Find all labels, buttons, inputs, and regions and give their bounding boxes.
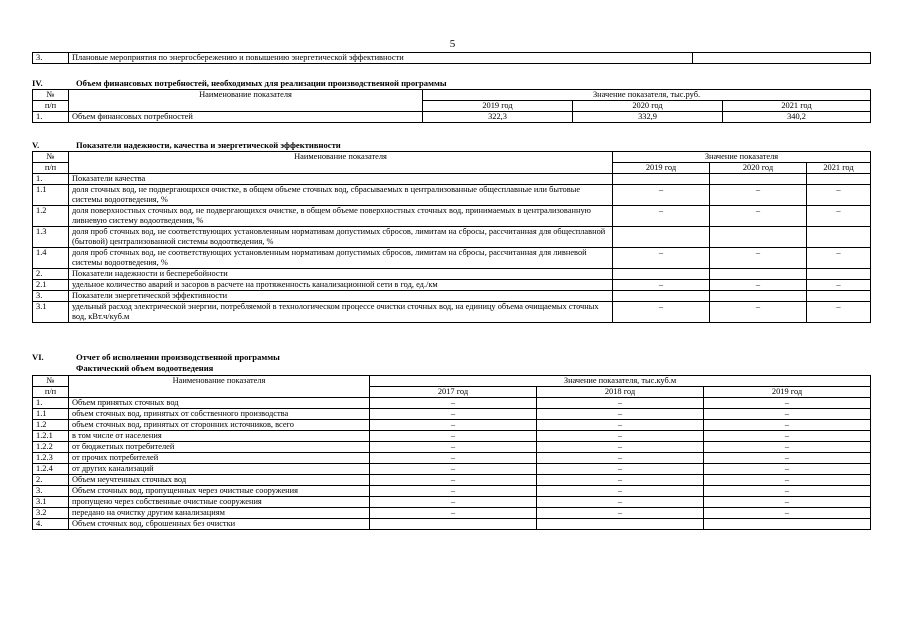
row-value: 332,9 [573,112,723,123]
table-row [33,206,871,227]
row-name: в том числе от населения [69,431,370,442]
row-number: 1.4 [33,248,69,269]
table-row [33,280,871,291]
row-number: 1.3 [33,227,69,248]
row-value [613,174,710,185]
row-value [807,269,871,280]
table-row [33,291,871,302]
row-value: – [537,508,704,519]
row-number: 1.1 [33,185,69,206]
header-number-2: п/п [33,387,69,398]
row-number: 3.2 [33,508,69,519]
header-number: № [33,90,69,101]
row-value: – [710,185,807,206]
section-5-table [32,151,871,323]
header-number-2: п/п [33,163,69,174]
row-value [807,227,871,248]
row-value [710,227,807,248]
row-value: – [370,486,537,497]
row-value: – [807,302,871,323]
table-row [33,519,871,530]
row-value: 340,2 [723,112,871,123]
row-value: – [370,508,537,519]
row-name: Объем принятых сточных вод [69,398,370,409]
row-value: – [807,248,871,269]
row-value: – [710,206,807,227]
row-number: 1.2.1 [33,431,69,442]
row-value: – [370,497,537,508]
row-number: 2.1 [33,280,69,291]
row-value: – [370,420,537,431]
row-value: – [537,420,704,431]
row-value [613,227,710,248]
row-name: удельное количество аварий и засоров в расчете на протяженность канализационной сети в год, ед./км [69,280,613,291]
section-heading: Отчет об исполнении производственной программы [76,352,280,362]
row-value [710,291,807,302]
row-name: доля проб сточных вод, не соответствующих установленным нормативам допустимых сбросов, лимитам на сбросы, рассчитанная для общесплавной (бытовой) централизованной системы водоотведения, % [69,227,613,248]
row-value: – [704,442,871,453]
row-value: – [537,464,704,475]
row-value: – [807,185,871,206]
table-row [33,269,871,280]
row-value: – [807,280,871,291]
row-name: удельный расход электрической энергии, потребляемой в технологическом процессе очистки сточных вод, на единицу объема очищаемых сточных вод, кВт.ч/куб.м [69,302,613,323]
row-value: – [704,464,871,475]
year-header: 2020 год [573,101,723,112]
section-4-table [32,89,871,123]
table-row [33,464,871,475]
row-value [537,519,704,530]
section-subheading: Фактический объем водоотведения [76,363,214,373]
section-6-table [32,375,871,530]
section-number: VI. [32,352,44,362]
row-value: – [613,248,710,269]
table-row [33,420,871,431]
row-name: Объем неучтенных сточных вод [69,475,370,486]
table-row [33,174,871,185]
row-number: 2. [33,269,69,280]
row-value: – [704,453,871,464]
row-number: 1.2.4 [33,464,69,475]
section-heading: Объем финансовых потребностей, необходимых для реализации производственной программы [76,78,447,88]
row-value: – [710,302,807,323]
row-number: 4. [33,519,69,530]
row-value: – [613,280,710,291]
year-header: 2019 год [423,101,573,112]
section-number: IV. [32,78,43,88]
row-name: Объем сточных вод, пропущенных через очистные сооружения [69,486,370,497]
year-header: 2018 год [537,387,704,398]
row-name: Объем финансовых потребностей [69,112,423,123]
row-number: 2. [33,475,69,486]
header-value: Значение показателя [613,152,871,163]
year-header: 2019 год [613,163,710,174]
row-value: – [537,442,704,453]
row-number: 3. [33,53,69,64]
row-value [370,519,537,530]
table-row [33,185,871,206]
table-row [33,398,871,409]
row-value: – [613,185,710,206]
row-number: 1.2.3 [33,453,69,464]
row-value: – [613,302,710,323]
table-row [33,112,871,123]
row-value: – [370,464,537,475]
row-number: 3.1 [33,497,69,508]
header-name: Наименование показателя [69,376,370,398]
row-value: – [704,398,871,409]
row-value [693,53,871,64]
table-row [33,442,871,453]
row-value: – [370,475,537,486]
row-value: – [613,206,710,227]
header-value: Значение показателя, тыс.куб.м [370,376,871,387]
row-value: – [704,420,871,431]
row-number: 1. [33,398,69,409]
row-value: – [537,453,704,464]
row-value: – [704,409,871,420]
row-value: – [370,442,537,453]
row-value: – [704,431,871,442]
table-row [33,486,871,497]
table-row [33,227,871,248]
row-number: 3. [33,291,69,302]
row-name: доля поверхностных сточных вод, не подвергающихся очистке, в общем объеме поверхностных сточных вод, принимаемых в централизованную ливневую систему водоотведения, % [69,206,613,227]
row-name: Показатели надежности и бесперебойности [69,269,613,280]
row-value [710,174,807,185]
row-value: – [537,409,704,420]
row-number: 1.1 [33,409,69,420]
row-number: 3.1 [33,302,69,323]
row-value: – [537,486,704,497]
row-number: 1.2.2 [33,442,69,453]
row-number: 1.2 [33,206,69,227]
section-number: V. [32,140,40,150]
row-number: 1. [33,174,69,185]
table-row [33,431,871,442]
row-name: передано на очистку другим канализациям [69,508,370,519]
row-value: – [710,280,807,291]
row-name: Показатели качества [69,174,613,185]
year-header: 2021 год [723,101,871,112]
row-name: пропущено через собственные очистные сооружения [69,497,370,508]
row-value: – [370,398,537,409]
row-value: – [537,398,704,409]
row-value [807,291,871,302]
row-name: от прочих потребителей [69,453,370,464]
row-value [710,269,807,280]
year-header: 2019 год [704,387,871,398]
row-value: – [370,431,537,442]
year-header: 2021 год [807,163,871,174]
row-name: от бюджетных потребителей [69,442,370,453]
table-row [33,409,871,420]
row-value: – [370,409,537,420]
header-name: Наименование показателя [69,90,423,112]
header-number: № [33,376,69,387]
row-value: – [704,486,871,497]
table-row [33,302,871,323]
header-number: № [33,152,69,163]
row-name: Показатели энергетической эффективности [69,291,613,302]
row-number: 3. [33,486,69,497]
row-name: Плановые мероприятия по энергосбережению и повышению энергетической эффективности [69,53,693,64]
section-heading: Показатели надежности, качества и энергетической эффективности [76,140,341,150]
row-value [704,519,871,530]
table-row [33,497,871,508]
row-name: доля сточных вод, не подвергающихся очистке, в общем объеме сточных вод, сбрасываемых в централизованные общесплавные или бытовые системы водоотведения, % [69,185,613,206]
row-value [613,269,710,280]
row-value [613,291,710,302]
row-value: – [537,475,704,486]
top-row-table [32,52,871,64]
row-value: – [704,508,871,519]
row-name: доля проб сточных вод, не соответствующих установленным нормативам допустимых сбросов, лимитам на сбросы, рассчитанная для ливневой системы водоотведения, % [69,248,613,269]
row-name: объем сточных вод, принятых от сторонних источников, всего [69,420,370,431]
row-value: – [537,431,704,442]
row-value: – [704,497,871,508]
year-header: 2020 год [710,163,807,174]
row-value: – [710,248,807,269]
row-number: 1.2 [33,420,69,431]
header-number-2: п/п [33,101,69,112]
row-value: – [370,453,537,464]
row-number: 1. [33,112,69,123]
table-row [33,508,871,519]
row-name: от других канализаций [69,464,370,475]
year-header: 2017 год [370,387,537,398]
row-value: – [704,475,871,486]
row-value: 322,3 [423,112,573,123]
table-row [33,248,871,269]
row-name: объем сточных вод, принятых от собственного производства [69,409,370,420]
table-row [33,475,871,486]
header-value: Значение показателя, тыс.руб. [423,90,871,101]
row-value [807,174,871,185]
table-row [33,453,871,464]
row-name: Объем сточных вод, сброшенных без очистки [69,519,370,530]
header-name: Наименование показателя [69,152,613,174]
row-value: – [807,206,871,227]
page-number: 5 [449,38,456,50]
row-value: – [537,497,704,508]
